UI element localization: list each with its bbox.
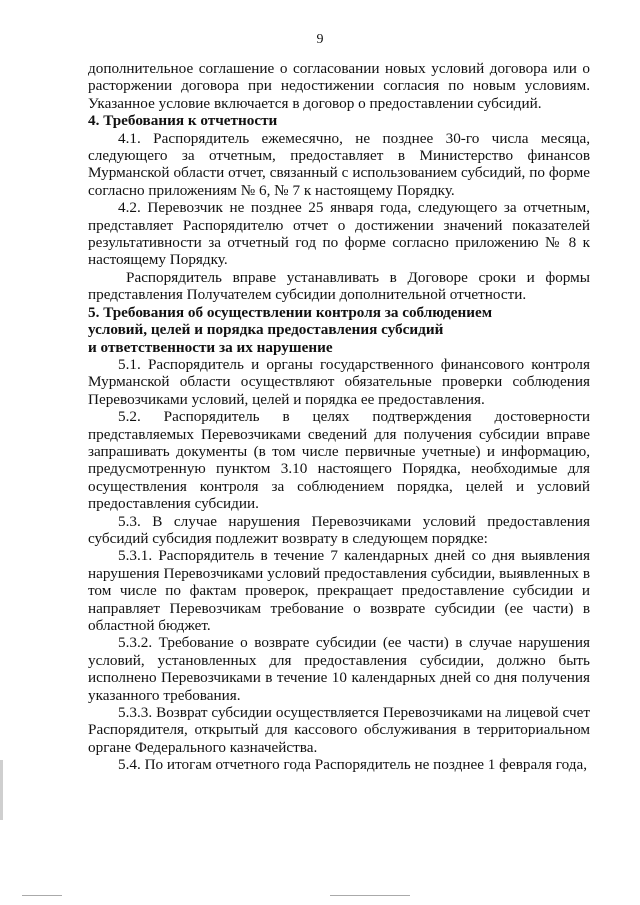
scan-bottom-mark xyxy=(330,895,410,896)
paragraph-5-4: 5.4. По итогам отчетного года Распорядитель не позднее 1 февраля года, xyxy=(118,756,588,774)
paragraph-4-3: Распорядитель вправе устанавливать в Договоре сроки и формы представления Получателем субсидии дополнительной отчетности. xyxy=(88,268,590,304)
paragraph-5-3-2: 5.3.2. Требование о возврате субсидии (ее части) в случае нарушения условий, установленных для предоставления субсидии, должно быть исполнено Перевозчиками в течение 10 календарных дней со дня получения указанного требования. xyxy=(88,634,590,704)
intro-paragraph: дополнительное соглашение о согласовании новых условий договора или о расторжении договора при недостижении согласия по новым условиям. Указанное условие включается в договор о предоставлении субсидий. xyxy=(88,60,590,112)
scan-bottom-mark xyxy=(22,895,62,896)
document-body xyxy=(88,60,590,774)
paragraph-5-2: 5.2. Распорядитель в целях подтверждения достоверности представляемых Перевозчиками сведений для получения субсидии вправе запрашивать документы (в том числе первичные учетные) и информацию, предусмотренную пунктом 3.10 настоящего Порядка, необходимые для осуществления контроля за соблюдением порядка, целей и условий предоставления субсидии. xyxy=(88,408,590,513)
paragraph-5-3-3: 5.3.3. Возврат субсидии осуществляется Перевозчиками на лицевой счет Распорядителя, открытый для кассового обслуживания в территориальном органе Федерального казначейства. xyxy=(88,704,590,756)
scan-edge-mark xyxy=(0,760,3,820)
section-5-title xyxy=(88,304,590,356)
paragraph-5-3: 5.3. В случае нарушения Перевозчиками условий предоставления субсидий субсидия подлежит возврату в следующем порядке: xyxy=(88,512,590,547)
paragraph-5-3-1: 5.3.1. Распорядитель в течение 7 календарных дней со дня выявления нарушения Перевозчиками условий предоставления субсидии, выявленных в том числе по фактам проверок, прекращает предоставление субсидии и направляет Перевозчикам требование о возврате субсидии (ее части) в областной бюджет. xyxy=(88,547,590,634)
paragraph-4-1: 4.1. Распорядитель ежемесячно, не позднее 30-го числа месяца, следующего за отчетным, предоставляет в Министерство финансов Мурманской области отчет, связанный с использованием субсидий, по форме согласно приложениям № 6, № 7 к настоящему Порядку. xyxy=(88,129,590,199)
section-5-title-line-3: и ответственности за их нарушение xyxy=(88,338,333,356)
paragraph-4-2: 4.2. Перевозчик не позднее 25 января года, следующего за отчетным, представляет Распорядителю отчет о достижении значений показателей результативности за отчетный год по форме согласно приложению № 8 к настоящему Порядку. xyxy=(88,199,590,269)
paragraph-5-1: 5.1. Распорядитель и органы государственного финансового контроля Мурманской области осуществляют обязательные проверки соблюдения Перевозчиками условий, целей и порядка ее предоставления. xyxy=(88,355,590,408)
page-number: 9 xyxy=(316,32,324,47)
section-4-title: 4. Требования к отчетности xyxy=(88,112,278,130)
section-5-title-line-2: условий, целей и порядка предоставления субсидий xyxy=(88,321,444,339)
section-5-title-line-1: 5. Требования об осуществлении контроля за соблюдением xyxy=(88,303,493,321)
